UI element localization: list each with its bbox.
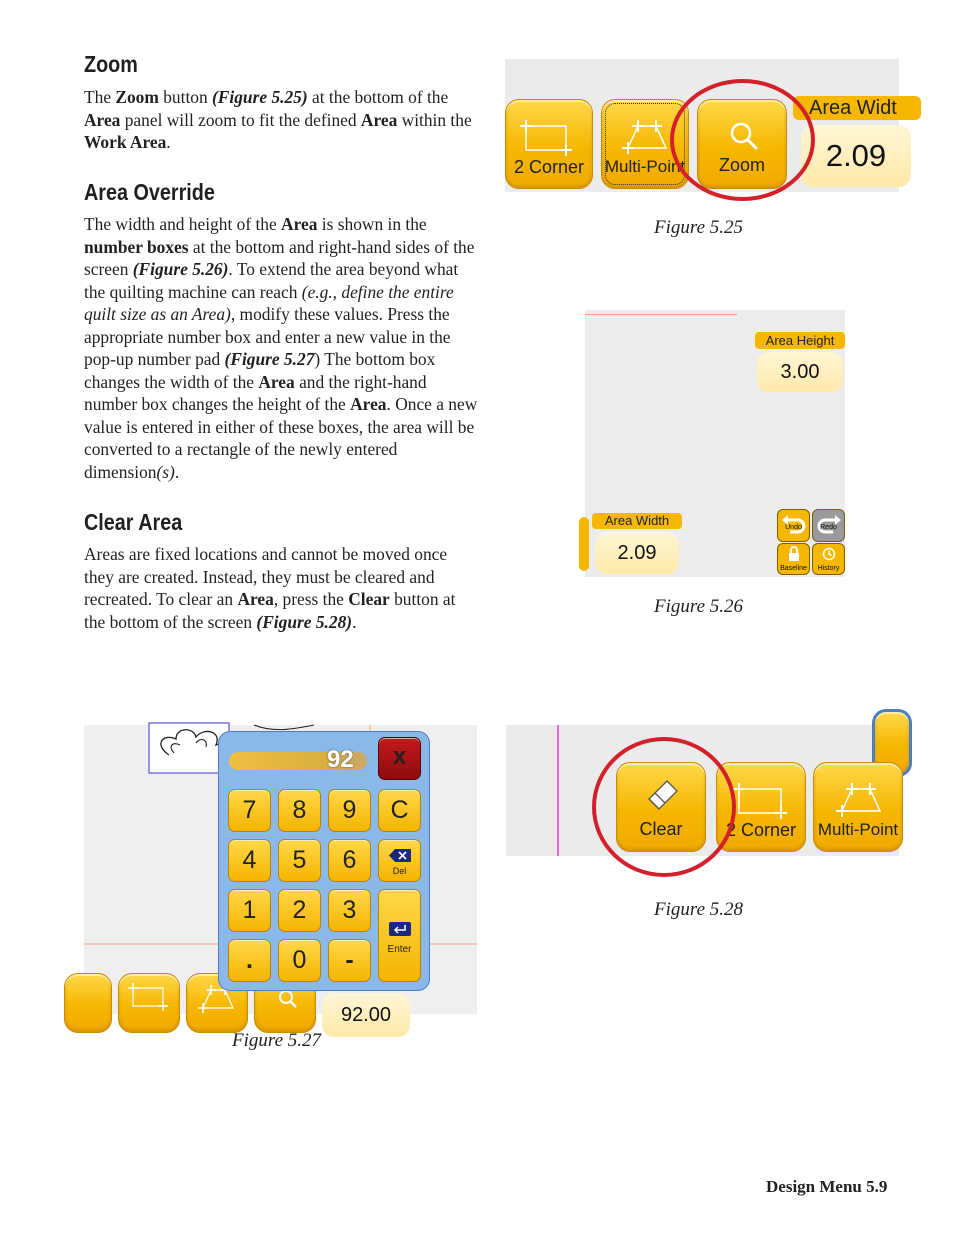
lock-icon bbox=[787, 546, 801, 562]
baseline-button[interactable]: Baseline bbox=[777, 543, 810, 575]
partial-button[interactable] bbox=[64, 973, 112, 1033]
highlight-ring bbox=[670, 79, 815, 201]
key-0[interactable]: 0 bbox=[278, 939, 321, 982]
figure-5-28 bbox=[506, 725, 899, 856]
key-6[interactable]: 6 bbox=[328, 839, 371, 882]
two-corner-button[interactable]: 2 Corner bbox=[505, 99, 593, 189]
heading-clear-area: Clear Area bbox=[84, 509, 183, 535]
figure-caption: Figure 5.25 bbox=[654, 217, 744, 238]
key-8[interactable]: 8 bbox=[278, 789, 321, 832]
heading-zoom: Zoom bbox=[84, 51, 138, 77]
page-footer: Design Menu 5.9 bbox=[766, 1177, 888, 1196]
key-enter[interactable]: Enter bbox=[378, 889, 421, 982]
area-height-value-box[interactable]: 3.00 bbox=[757, 352, 843, 392]
two-corner-icon bbox=[127, 982, 173, 1012]
figure-5-25 bbox=[505, 59, 899, 192]
key-5[interactable]: 5 bbox=[278, 839, 321, 882]
enter-icon bbox=[389, 922, 411, 936]
key-2[interactable]: 2 bbox=[278, 889, 321, 932]
multi-point-icon bbox=[830, 775, 890, 820]
key-3[interactable]: 3 bbox=[328, 889, 371, 932]
undo-button[interactable]: Undo bbox=[777, 509, 810, 542]
area-width-value-box[interactable]: 92.00 bbox=[322, 993, 410, 1037]
area-width-label: Area Width bbox=[592, 513, 682, 529]
two-corner-icon bbox=[731, 781, 793, 821]
area-height-label: Area Height bbox=[755, 332, 845, 349]
magnifier-icon bbox=[277, 988, 299, 1010]
figure-caption: Figure 5.28 bbox=[654, 899, 744, 920]
paragraph-clear-area: Areas are fixed locations and cannot be moved once they are created. Instead, they must be cleared and recreated. To clear an Area, press the Clear button at the bottom of the screen (Figure 5.28). bbox=[84, 544, 456, 632]
work-area-boundary-line bbox=[557, 725, 559, 856]
highlight-ring bbox=[592, 737, 736, 877]
area-width-label: Area Widt bbox=[793, 96, 921, 120]
key-delete[interactable]: Del bbox=[378, 839, 421, 882]
number-pad-display-value: 92 bbox=[327, 746, 354, 773]
key-9[interactable]: 9 bbox=[328, 789, 371, 832]
zoom-button[interactable]: Zoom bbox=[697, 99, 787, 189]
key-1[interactable]: 1 bbox=[228, 889, 271, 932]
redo-button[interactable]: Redo bbox=[812, 509, 845, 542]
paragraph-area-override: The width and height of the Area is shown in the number boxes at the bottom and right-hand sides of the screen (Figure 5.26). To extend the area beyond what the quilting machine can reach (e.g., define the entire quilt size as an Area), modify these values. Press the appropriate number box and enter a new value in the pop-up number pad (Figure 5.27) The bottom box changes the width of the Area and the right-hand number box changes the height of the Area. Once a new value is entered in either of these boxes, the area will be converted to a rectangle of the newly entered dimension(s). bbox=[84, 214, 478, 482]
figure-5-27 bbox=[84, 725, 477, 1026]
two-corner-button[interactable]: 2 Corner bbox=[716, 762, 806, 852]
area-width-value-box[interactable]: 2.09 bbox=[595, 532, 679, 574]
heading-area-override: Area Override bbox=[84, 179, 215, 205]
two-corner-button[interactable] bbox=[118, 973, 180, 1033]
figure-5-26 bbox=[585, 310, 845, 577]
figure-caption: Figure 5.26 bbox=[654, 596, 744, 617]
key-clear[interactable]: C bbox=[378, 789, 421, 832]
work-area-boundary-line bbox=[585, 314, 737, 315]
area-width-value-box[interactable]: 2.09 bbox=[801, 125, 911, 187]
multi-point-icon bbox=[616, 112, 676, 157]
clear-button[interactable]: Clear bbox=[616, 762, 706, 852]
close-key[interactable]: x bbox=[378, 737, 421, 780]
multi-point-button[interactable]: Multi-Point bbox=[813, 762, 903, 852]
two-corner-icon bbox=[518, 118, 578, 158]
partial-button[interactable] bbox=[579, 517, 589, 571]
key-decimal[interactable]: . bbox=[228, 939, 271, 982]
paragraph-zoom: The Zoom button (Figure 5.25) at the bottom of the Area panel will zoom to fit the defined Area within the Work Area. bbox=[84, 87, 472, 152]
number-pad bbox=[218, 731, 430, 991]
backspace-icon bbox=[388, 848, 412, 863]
multi-point-button[interactable]: Multi-Point bbox=[601, 99, 689, 189]
clock-icon bbox=[822, 546, 836, 562]
history-button[interactable]: History bbox=[812, 543, 845, 575]
figure-caption: Figure 5.27 bbox=[232, 1030, 322, 1051]
key-4[interactable]: 4 bbox=[228, 839, 271, 882]
key-7[interactable]: 7 bbox=[228, 789, 271, 832]
key-minus[interactable]: - bbox=[328, 939, 371, 982]
